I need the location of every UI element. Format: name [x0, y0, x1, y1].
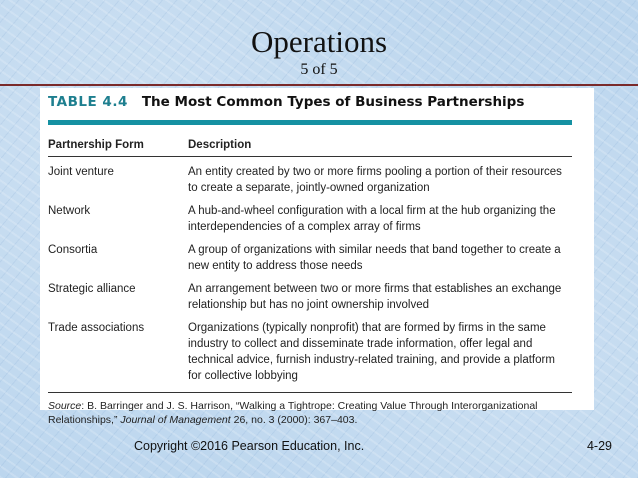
source-text-before: : B. Barringer and J. S. Harrison, “Walking a Tightrope: Creating Value Through Interorganizational Relationships,”	[48, 400, 538, 426]
table-number: TABLE 4.4	[48, 94, 128, 110]
slide-title: Operations	[250, 24, 388, 59]
table-row-description: A hub-and-wheel configuration with a local firm at the hub organizing the interdependencies of a complex array of firms	[188, 205, 556, 233]
table-grid	[48, 125, 572, 384]
table-row-form: Consortia	[48, 244, 98, 256]
source-text-after: 26, no. 3 (2000): 367–403.	[230, 414, 358, 426]
title-divider	[0, 84, 638, 86]
table-row-form: Trade associations	[48, 322, 145, 334]
column-header-description: Description	[188, 125, 572, 157]
table-row-description: Organizations (typically nonprofit) that are formed by firms in the same industry to collect and disseminate trade information, offer legal and technical advice, furnish industry-related training, and provide a platform for collective lobbying	[188, 322, 555, 382]
table-row-form: Strategic alliance	[48, 283, 136, 295]
table-row-description: An arrangement between two or more firms that establishes an exchange relationship but has no joint ownership involved	[188, 283, 562, 311]
table-title: The Most Common Types of Business Partnerships	[141, 94, 525, 110]
table-row-description: An entity created by two or more firms pooling a portion of their resources to create a separate, jointly-owned organization	[188, 166, 562, 194]
slide-subtitle: 5 of 5	[300, 61, 338, 78]
table-row-form: Joint venture	[48, 166, 114, 178]
table-row-description: A group of organizations with similar needs that band together to create a new entity to address those needs	[188, 244, 561, 272]
table-source-note	[48, 393, 572, 427]
column-header-form: Partnership Form	[48, 125, 188, 157]
source-label: Source	[48, 400, 82, 412]
partnership-table	[40, 88, 594, 426]
table-heading	[48, 94, 572, 116]
footer-copyright: Copyright ©2016 Pearson Education, Inc.	[134, 439, 365, 453]
footer-page-number: 4-29	[586, 439, 612, 453]
table-row-form: Network	[48, 205, 91, 217]
source-journal: Journal of Management	[120, 414, 231, 426]
